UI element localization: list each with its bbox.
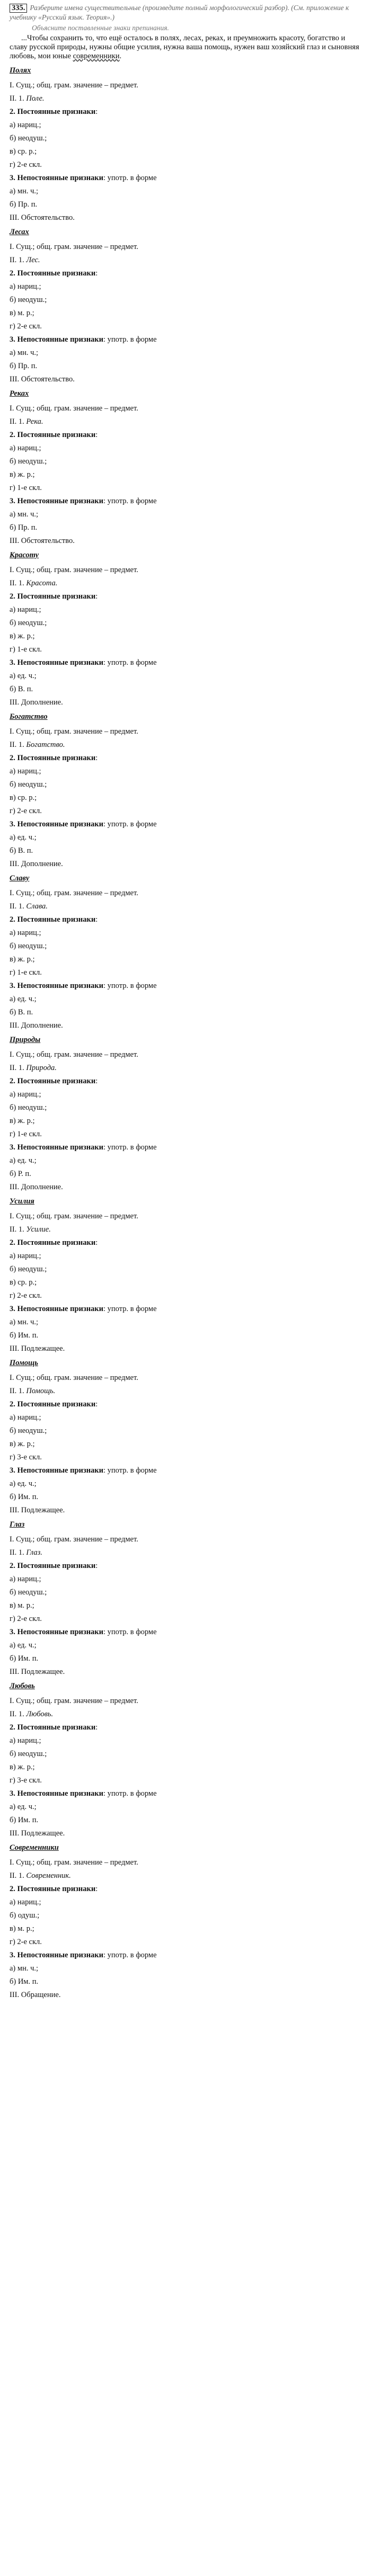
initial-form-value: Река. bbox=[26, 417, 43, 426]
initial-form-prefix: II. 1. bbox=[10, 417, 26, 426]
syntactic-role: III. Обстоятельство. bbox=[10, 537, 75, 545]
analysis-word: Славу bbox=[10, 874, 30, 883]
syntactic-role: III. Дополнение. bbox=[10, 1021, 63, 1030]
nonconstant-feature-item: а) ед. ч.; bbox=[10, 1479, 37, 1488]
analysis-block bbox=[10, 712, 361, 869]
constant-feature-item: б) неодуш.; bbox=[10, 780, 47, 789]
nonconstant-feature-item: б) Им. п. bbox=[10, 1977, 39, 1986]
constant-feature-item: б) неодуш.; bbox=[10, 1588, 47, 1597]
nonconstant-features-tail: : употр. в форме bbox=[103, 1305, 157, 1313]
constant-feature-item: г) 1-е скл. bbox=[10, 968, 42, 977]
heading-colon: : bbox=[95, 1562, 98, 1570]
constant-feature-item: г) 2-е скл. bbox=[10, 807, 42, 815]
analyses-list bbox=[10, 66, 361, 2000]
analysis-word: Реках bbox=[10, 389, 29, 398]
syntactic-role: III. Обращение. bbox=[10, 1991, 61, 1999]
analysis-word: Усилия bbox=[10, 1197, 34, 1206]
constant-feature-item: б) неодуш.; bbox=[10, 1427, 47, 1435]
constant-feature-item: в) ср. р.; bbox=[10, 1278, 37, 1287]
constant-feature-item: б) неодуш.; bbox=[10, 942, 47, 950]
constant-features-heading bbox=[10, 915, 361, 924]
initial-form-prefix: II. 1. bbox=[10, 1710, 26, 1718]
constant-feature-item: в) ж. р.; bbox=[10, 1117, 35, 1125]
constant-feature-item: а) нариц.; bbox=[10, 767, 41, 776]
nonconstant-features-heading bbox=[10, 174, 361, 183]
initial-form-line bbox=[10, 741, 361, 750]
nonconstant-feature-item: б) Им. п. bbox=[10, 1654, 39, 1663]
nonconstant-features-heading bbox=[10, 1466, 361, 1475]
analysis-word: Лесах bbox=[10, 228, 29, 236]
analysis-block bbox=[10, 66, 361, 222]
initial-form-prefix: II. 1. bbox=[10, 94, 26, 103]
initial-form-prefix: II. 1. bbox=[10, 256, 26, 264]
nonconstant-features-label: 3. Непостоянные признаки bbox=[10, 1789, 104, 1798]
nonconstant-feature-item: а) ед. ч.; bbox=[10, 1156, 37, 1165]
syntactic-role: III. Дополнение. bbox=[10, 1183, 63, 1191]
exercise-instruction: Разберите имена существительные (произведите полный морфологический разбор). (См. приложение к учебнику «Русский язык. Теория».) bbox=[10, 4, 349, 21]
nonconstant-feature-item: б) В. п. bbox=[10, 1008, 33, 1017]
nonconstant-feature-item: а) мн. ч.; bbox=[10, 510, 39, 519]
exercise-instruction-secondary: Объясните поставленные знаки препинания. bbox=[32, 24, 169, 32]
initial-form-line bbox=[10, 902, 361, 911]
initial-form-line bbox=[10, 1871, 361, 1880]
constant-features-label: 2. Постоянные признаки bbox=[10, 1400, 96, 1409]
part-one-line: I. Сущ.; общ. грам. значение – предмет. bbox=[10, 1050, 138, 1059]
nonconstant-feature-item: а) мн. ч.; bbox=[10, 349, 39, 357]
initial-form-prefix: II. 1. bbox=[10, 1064, 26, 1072]
nonconstant-feature-item: б) В. п. bbox=[10, 846, 33, 855]
analysis-block bbox=[10, 1681, 361, 1838]
initial-form-line bbox=[10, 1387, 361, 1396]
nonconstant-features-label: 3. Непостоянные признаки bbox=[10, 1628, 104, 1636]
constant-features-heading bbox=[10, 1562, 361, 1571]
constant-feature-item: в) м. р.; bbox=[10, 1924, 34, 1933]
analysis-block bbox=[10, 389, 361, 546]
nonconstant-features-heading bbox=[10, 1628, 361, 1637]
part-one-line: I. Сущ.; общ. грам. значение – предмет. bbox=[10, 81, 138, 90]
nonconstant-features-label: 3. Непостоянные признаки bbox=[10, 820, 104, 828]
constant-feature-item: а) нариц.; bbox=[10, 1736, 41, 1745]
nonconstant-features-tail: : употр. в форме bbox=[103, 982, 157, 990]
syntactic-role: III. Дополнение. bbox=[10, 860, 63, 868]
constant-feature-item: г) 2-е скл. bbox=[10, 161, 42, 169]
initial-form-value: Природа. bbox=[26, 1064, 57, 1072]
nonconstant-features-tail: : употр. в форме bbox=[103, 1628, 157, 1636]
exercise-number: 335. bbox=[10, 4, 27, 13]
analysis-word: Богатство bbox=[10, 712, 48, 721]
constant-features-label: 2. Постоянные признаки bbox=[10, 1562, 96, 1570]
constant-feature-item: а) нариц.; bbox=[10, 282, 41, 291]
constant-features-heading bbox=[10, 269, 361, 278]
constant-features-label: 2. Постоянные признаки bbox=[10, 1077, 96, 1085]
initial-form-prefix: II. 1. bbox=[10, 741, 26, 749]
nonconstant-feature-item: б) Им. п. bbox=[10, 1331, 39, 1340]
nonconstant-features-tail: : употр. в форме bbox=[103, 1789, 157, 1798]
analysis-word: Полях bbox=[10, 66, 31, 75]
constant-feature-item: б) неодуш.; bbox=[10, 134, 47, 142]
initial-form-value: Красота. bbox=[26, 579, 58, 587]
part-one-line: I. Сущ.; общ. грам. значение – предмет. bbox=[10, 1374, 138, 1382]
initial-form-value: Лес. bbox=[26, 256, 40, 264]
nonconstant-features-label: 3. Непостоянные признаки bbox=[10, 658, 104, 667]
initial-form-prefix: II. 1. bbox=[10, 902, 26, 911]
constant-feature-item: а) нариц.; bbox=[10, 1252, 41, 1260]
constant-features-label: 2. Постоянные признаки bbox=[10, 592, 96, 601]
constant-feature-item: г) 1-е скл. bbox=[10, 484, 42, 492]
nonconstant-features-tail: : употр. в форме bbox=[103, 1951, 157, 1959]
analysis-block bbox=[10, 550, 361, 707]
initial-form-prefix: II. 1. bbox=[10, 1225, 26, 1234]
analysis-word: Современники bbox=[10, 1843, 59, 1852]
nonconstant-features-tail: : употр. в форме bbox=[103, 1143, 157, 1152]
initial-form-line bbox=[10, 417, 361, 426]
constant-features-label: 2. Постоянные признаки bbox=[10, 1238, 96, 1247]
analysis-block bbox=[10, 1197, 361, 1353]
initial-form-line bbox=[10, 94, 361, 103]
constant-feature-item: а) нариц.; bbox=[10, 929, 41, 937]
part-one-line: I. Сущ.; общ. грам. значение – предмет. bbox=[10, 727, 138, 736]
analysis-word: Глаз bbox=[10, 1520, 25, 1529]
nonconstant-features-heading bbox=[10, 497, 361, 506]
constant-features-heading bbox=[10, 1885, 361, 1894]
heading-colon: : bbox=[95, 431, 98, 439]
constant-features-label: 2. Постоянные признаки bbox=[10, 915, 96, 924]
syntactic-role: III. Обстоятельство. bbox=[10, 375, 75, 384]
nonconstant-feature-item: а) ед. ч.; bbox=[10, 1803, 37, 1811]
constant-features-heading bbox=[10, 754, 361, 763]
analysis-word: Помощь bbox=[10, 1359, 38, 1367]
part-one-line: I. Сущ.; общ. грам. значение – предмет. bbox=[10, 1535, 138, 1544]
nonconstant-features-heading bbox=[10, 982, 361, 991]
initial-form-line bbox=[10, 1710, 361, 1719]
analysis-word: Природы bbox=[10, 1036, 41, 1044]
syntactic-role: III. Подлежащее. bbox=[10, 1668, 65, 1676]
nonconstant-features-heading bbox=[10, 1951, 361, 1960]
syntactic-role: III. Подлежащее. bbox=[10, 1344, 65, 1353]
heading-colon: : bbox=[95, 1238, 98, 1247]
constant-feature-item: а) нариц.; bbox=[10, 1898, 41, 1906]
nonconstant-features-heading bbox=[10, 1305, 361, 1314]
constant-feature-item: в) ж. р.; bbox=[10, 955, 35, 964]
constant-feature-item: в) ж. р.; bbox=[10, 1763, 35, 1771]
nonconstant-features-heading bbox=[10, 1789, 361, 1798]
constant-features-label: 2. Постоянные признаки bbox=[10, 431, 96, 439]
constant-feature-item: а) нариц.; bbox=[10, 121, 41, 129]
part-one-line: I. Сущ.; общ. грам. значение – предмет. bbox=[10, 889, 138, 897]
constant-feature-item: б) одуш.; bbox=[10, 1911, 40, 1920]
constant-feature-item: а) нариц.; bbox=[10, 1575, 41, 1583]
constant-feature-item: в) м. р.; bbox=[10, 309, 34, 317]
constant-feature-item: г) 2-е скл. bbox=[10, 1291, 42, 1300]
initial-form-value: Поле. bbox=[26, 94, 45, 103]
constant-feature-item: г) 3-е скл. bbox=[10, 1776, 42, 1785]
constant-features-label: 2. Постоянные признаки bbox=[10, 1723, 96, 1732]
analysis-block bbox=[10, 1358, 361, 1515]
constant-feature-item: в) ж. р.; bbox=[10, 470, 35, 479]
constant-feature-item: г) 3-е скл. bbox=[10, 1453, 42, 1461]
constant-feature-item: г) 1-е скл. bbox=[10, 645, 42, 654]
nonconstant-features-tail: : употр. в форме bbox=[103, 497, 157, 505]
constant-features-label: 2. Постоянные признаки bbox=[10, 1885, 96, 1893]
part-one-line: I. Сущ.; общ. грам. значение – предмет. bbox=[10, 1697, 138, 1705]
part-one-line: I. Сущ.; общ. грам. значение – предмет. bbox=[10, 243, 138, 251]
constant-feature-item: б) неодуш.; bbox=[10, 1103, 47, 1112]
heading-colon: : bbox=[95, 1400, 98, 1409]
nonconstant-features-label: 3. Непостоянные признаки bbox=[10, 335, 104, 344]
initial-form-value: Современник. bbox=[26, 1871, 71, 1880]
constant-feature-item: г) 2-е скл. bbox=[10, 322, 42, 331]
constant-features-heading bbox=[10, 431, 361, 440]
constant-features-heading bbox=[10, 1400, 361, 1409]
constant-features-label: 2. Постоянные признаки bbox=[10, 108, 96, 116]
nonconstant-feature-item: б) Пр. п. bbox=[10, 200, 38, 209]
nonconstant-feature-item: а) ед. ч.; bbox=[10, 672, 37, 680]
initial-form-prefix: II. 1. bbox=[10, 1548, 26, 1557]
constant-feature-item: а) нариц.; bbox=[10, 444, 41, 452]
nonconstant-feature-item: а) ед. ч.; bbox=[10, 995, 37, 1003]
constant-feature-item: г) 1-е скл. bbox=[10, 1130, 42, 1138]
nonconstant-features-label: 3. Непостоянные признаки bbox=[10, 1951, 104, 1959]
exercise-text-main: ...Чтобы сохранить то, что ещё осталось в полях, лесах, реках, и преумножить красоту, богатство и славу русской природы, нужны общие усилия, нужна ваша помощь, нужен ваш хозяйский глаз и сыновняя любовь, мои юные bbox=[10, 34, 359, 60]
nonconstant-features-tail: : употр. в форме bbox=[103, 1466, 157, 1475]
syntactic-role: III. Подлежащее. bbox=[10, 1506, 65, 1514]
constant-feature-item: г) 2-е скл. bbox=[10, 1938, 42, 1946]
exercise-text-underlined: современники bbox=[73, 52, 120, 60]
constant-feature-item: а) нариц.; bbox=[10, 1090, 41, 1099]
exercise-header bbox=[10, 3, 361, 22]
nonconstant-features-tail: : употр. в форме bbox=[103, 174, 157, 182]
nonconstant-feature-item: б) Р. п. bbox=[10, 1170, 31, 1178]
part-one-line: I. Сущ.; общ. грам. значение – предмет. bbox=[10, 566, 138, 574]
initial-form-prefix: II. 1. bbox=[10, 1871, 26, 1880]
constant-feature-item: б) неодуш.; bbox=[10, 1265, 47, 1273]
constant-features-label: 2. Постоянные признаки bbox=[10, 754, 96, 762]
heading-colon: : bbox=[95, 1077, 98, 1085]
nonconstant-features-label: 3. Непостоянные признаки bbox=[10, 982, 104, 990]
nonconstant-features-label: 3. Непостоянные признаки bbox=[10, 1305, 104, 1313]
heading-colon: : bbox=[95, 1885, 98, 1893]
constant-feature-item: б) неодуш.; bbox=[10, 1750, 47, 1758]
nonconstant-feature-item: б) Им. п. bbox=[10, 1816, 39, 1824]
initial-form-value: Глаз. bbox=[26, 1548, 42, 1557]
analysis-block bbox=[10, 1035, 361, 1192]
constant-feature-item: б) неодуш.; bbox=[10, 296, 47, 304]
exercise-text bbox=[10, 34, 361, 61]
constant-feature-item: а) нариц.; bbox=[10, 1413, 41, 1422]
syntactic-role: III. Дополнение. bbox=[10, 698, 63, 707]
nonconstant-features-tail: : употр. в форме bbox=[103, 658, 157, 667]
analysis-block bbox=[10, 1843, 361, 2000]
analysis-word: Любовь bbox=[10, 1682, 35, 1690]
nonconstant-features-tail: : употр. в форме bbox=[103, 335, 157, 344]
part-one-line: I. Сущ.; общ. грам. значение – предмет. bbox=[10, 1858, 138, 1867]
nonconstant-feature-item: а) мн. ч.; bbox=[10, 187, 39, 195]
nonconstant-feature-item: а) мн. ч.; bbox=[10, 1318, 39, 1326]
nonconstant-features-heading bbox=[10, 1143, 361, 1152]
constant-feature-item: в) м. р.; bbox=[10, 1601, 34, 1610]
exercise-text-end: . bbox=[119, 52, 122, 60]
analysis-word: Красоту bbox=[10, 551, 39, 559]
constant-feature-item: б) неодуш.; bbox=[10, 457, 47, 466]
constant-features-heading bbox=[10, 1238, 361, 1247]
nonconstant-feature-item: б) Пр. п. bbox=[10, 523, 38, 532]
syntactic-role: III. Обстоятельство. bbox=[10, 213, 75, 222]
nonconstant-features-label: 3. Непостоянные признаки bbox=[10, 174, 104, 182]
nonconstant-feature-item: а) мн. ч.; bbox=[10, 1964, 39, 1973]
heading-colon: : bbox=[95, 915, 98, 924]
heading-colon: : bbox=[95, 754, 98, 762]
analysis-block bbox=[10, 1520, 361, 1677]
initial-form-line bbox=[10, 579, 361, 588]
nonconstant-feature-item: а) ед. ч.; bbox=[10, 1641, 37, 1650]
nonconstant-feature-item: а) ед. ч.; bbox=[10, 833, 37, 842]
constant-feature-item: в) ср. р.; bbox=[10, 147, 37, 156]
nonconstant-feature-item: б) Им. п. bbox=[10, 1493, 39, 1501]
initial-form-value: Помощь. bbox=[26, 1387, 56, 1395]
nonconstant-features-label: 3. Непостоянные признаки bbox=[10, 1466, 104, 1475]
heading-colon: : bbox=[95, 269, 98, 278]
constant-features-heading bbox=[10, 1077, 361, 1086]
constant-features-label: 2. Постоянные признаки bbox=[10, 269, 96, 278]
initial-form-prefix: II. 1. bbox=[10, 1387, 26, 1395]
constant-feature-item: в) ср. р.; bbox=[10, 794, 37, 802]
initial-form-line bbox=[10, 1064, 361, 1073]
nonconstant-feature-item: б) В. п. bbox=[10, 685, 33, 693]
initial-form-value: Слава. bbox=[26, 902, 48, 911]
nonconstant-features-tail: : употр. в форме bbox=[103, 820, 157, 828]
syntactic-role: III. Подлежащее. bbox=[10, 1829, 65, 1838]
nonconstant-features-label: 3. Непостоянные признаки bbox=[10, 1143, 104, 1152]
nonconstant-features-heading bbox=[10, 820, 361, 829]
constant-feature-item: г) 2-е скл. bbox=[10, 1615, 42, 1623]
analysis-block bbox=[10, 873, 361, 1030]
constant-feature-item: в) ж. р.; bbox=[10, 1440, 35, 1448]
analysis-block bbox=[10, 227, 361, 384]
nonconstant-feature-item: б) Пр. п. bbox=[10, 362, 38, 370]
constant-feature-item: а) нариц.; bbox=[10, 605, 41, 614]
initial-form-value: Любовь. bbox=[26, 1710, 54, 1718]
part-one-line: I. Сущ.; общ. грам. значение – предмет. bbox=[10, 404, 138, 413]
initial-form-value: Усилие. bbox=[26, 1225, 51, 1234]
constant-features-heading bbox=[10, 1723, 361, 1732]
heading-colon: : bbox=[95, 108, 98, 116]
constant-feature-item: в) ж. р.; bbox=[10, 632, 35, 640]
heading-colon: : bbox=[95, 592, 98, 601]
nonconstant-features-heading bbox=[10, 658, 361, 667]
part-one-line: I. Сущ.; общ. грам. значение – предмет. bbox=[10, 1212, 138, 1220]
heading-colon: : bbox=[95, 1723, 98, 1732]
initial-form-value: Богатство. bbox=[26, 741, 65, 749]
initial-form-prefix: II. 1. bbox=[10, 579, 26, 587]
nonconstant-features-heading bbox=[10, 335, 361, 344]
constant-feature-item: б) неодуш.; bbox=[10, 619, 47, 627]
initial-form-line bbox=[10, 1225, 361, 1234]
initial-form-line bbox=[10, 1548, 361, 1557]
initial-form-line bbox=[10, 256, 361, 265]
constant-features-heading bbox=[10, 108, 361, 117]
nonconstant-features-label: 3. Непостоянные признаки bbox=[10, 497, 104, 505]
constant-features-heading bbox=[10, 592, 361, 601]
